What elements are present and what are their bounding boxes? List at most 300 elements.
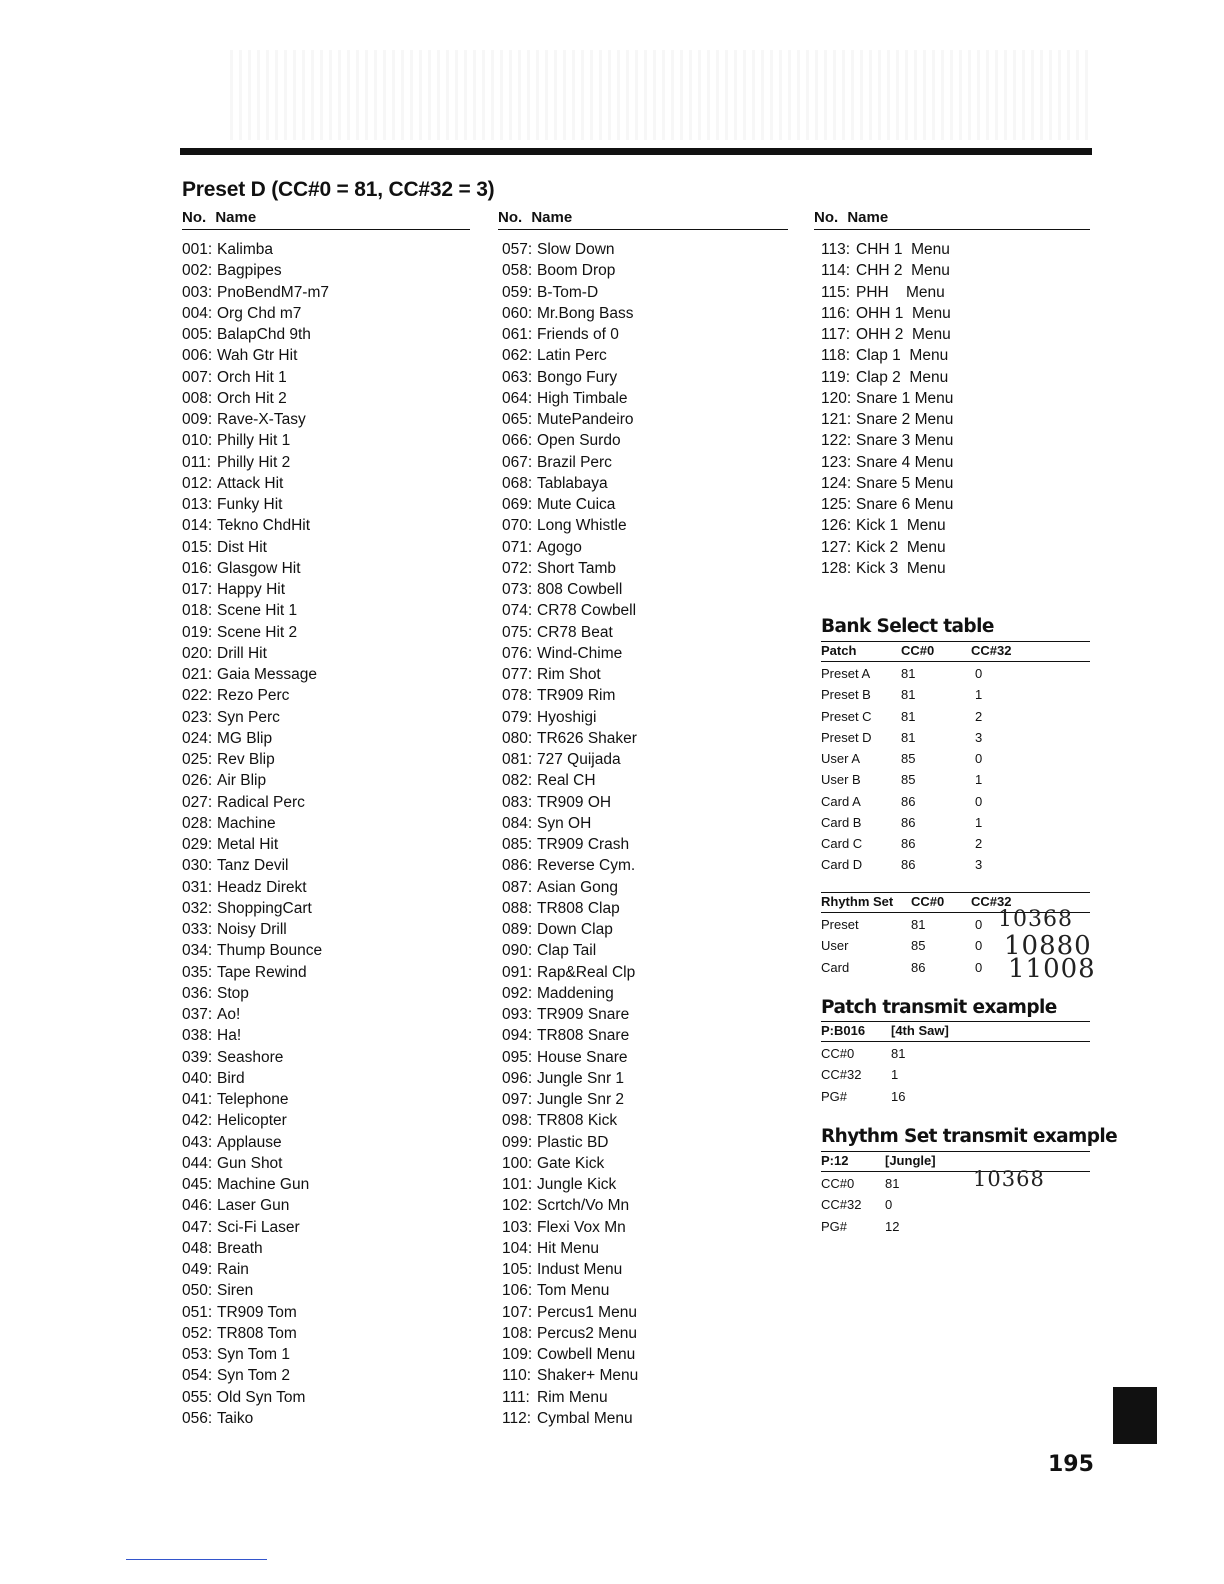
- preset-number: 110:: [502, 1367, 532, 1385]
- list-item: [182, 1174, 329, 1195]
- list-item: [502, 494, 638, 515]
- table-cell: 2: [975, 708, 983, 724]
- list-item: [502, 983, 638, 1004]
- table-cell: 86: [901, 793, 916, 809]
- preset-number: 097:: [502, 1091, 533, 1108]
- preset-name: Snare 6 Menu: [856, 496, 954, 513]
- preset-number: 128:: [821, 559, 852, 577]
- preset-number: 065:: [502, 411, 533, 428]
- preset-name: Orch Hit 2: [217, 389, 287, 407]
- preset-number: 117:: [821, 326, 851, 343]
- preset-number: 017:: [182, 581, 213, 598]
- preset-name: Noisy Drill: [217, 921, 287, 938]
- preset-number: 030:: [182, 857, 213, 875]
- preset-number: 121:: [821, 411, 852, 428]
- list-item: [182, 664, 329, 685]
- list-item: [182, 1217, 329, 1238]
- list-item: [182, 282, 329, 303]
- preset-name: Ao!: [217, 1006, 241, 1023]
- preset-name: Clap Tail: [537, 942, 597, 960]
- list-item: [502, 728, 638, 749]
- preset-number: 021:: [182, 666, 213, 683]
- list-item: [502, 792, 638, 813]
- preset-name: Snare 2 Menu: [856, 411, 954, 428]
- preset-number: 076:: [502, 644, 533, 662]
- list-item: [502, 770, 638, 791]
- preset-number: 031:: [182, 878, 213, 896]
- preset-number: 052:: [182, 1324, 213, 1342]
- table-cell: 85: [901, 751, 916, 766]
- list-item: [502, 1089, 638, 1110]
- table-cell: 81: [891, 1046, 906, 1061]
- list-item: [502, 834, 638, 855]
- header-cc32: CC#32: [971, 643, 1012, 658]
- preset-number: 091:: [502, 963, 533, 981]
- preset-name: Org Chd m7: [217, 304, 302, 322]
- preset-number: 123:: [821, 453, 852, 471]
- list-item: [502, 1110, 638, 1131]
- list-item: [182, 1387, 329, 1408]
- preset-number: 053:: [182, 1346, 213, 1363]
- preset-number: 125:: [821, 496, 852, 513]
- handwritten-note: 10368: [998, 907, 1073, 932]
- preset-name: Percus1 Menu: [537, 1303, 637, 1321]
- preset-number: 120:: [821, 389, 852, 407]
- preset-name: House Snare: [537, 1048, 628, 1066]
- preset-name: Scene Hit 1: [217, 602, 298, 620]
- table-cell: 3: [975, 729, 983, 745]
- table-row: [821, 1216, 1090, 1237]
- preset-name: Syn Tom 1: [217, 1346, 290, 1363]
- table-row: [821, 684, 1090, 705]
- list-item: [182, 1132, 329, 1153]
- preset-name: CR78 Beat: [537, 623, 613, 641]
- preset-number: 100:: [502, 1154, 533, 1172]
- list-item: [502, 749, 638, 770]
- preset-number: 016:: [182, 559, 213, 577]
- table-cell: 85: [911, 938, 926, 954]
- list-item: [821, 430, 953, 451]
- preset-number: 092:: [502, 984, 533, 1002]
- preset-number: 055:: [182, 1388, 213, 1406]
- preset-name: Shaker+ Menu: [537, 1367, 639, 1385]
- bank-select-table: [821, 641, 1090, 876]
- preset-number: 025:: [182, 751, 213, 768]
- preset-number: 042:: [182, 1112, 213, 1130]
- list-item: [182, 409, 329, 430]
- preset-name: Reverse Cym.: [537, 857, 636, 875]
- table-cell: 86: [901, 836, 916, 851]
- list-item: [502, 537, 638, 558]
- preset-number: 093:: [502, 1006, 533, 1023]
- preset-name: Rain: [217, 1261, 249, 1278]
- handwritten-note: 10880: [1004, 931, 1092, 961]
- table-cell: Preset D: [821, 729, 872, 745]
- table-cell: 0: [975, 938, 983, 954]
- preset-number: 081:: [502, 751, 533, 768]
- preset-name: Air Blip: [217, 772, 267, 790]
- preset-number: 070:: [502, 517, 533, 535]
- list-item: [502, 367, 638, 388]
- preset-name: Happy Hit: [217, 581, 286, 598]
- preset-name: Bird: [217, 1069, 245, 1087]
- preset-name: Percus2 Menu: [537, 1324, 637, 1342]
- preset-name: TR808 Snare: [537, 1027, 630, 1045]
- preset-number: 015:: [182, 538, 213, 556]
- patch-example-title: Patch transmit example: [821, 997, 1057, 1018]
- preset-name: 808 Cowbell: [537, 581, 623, 598]
- preset-name: Tablabaya: [537, 474, 608, 492]
- preset-number: 047:: [182, 1218, 213, 1236]
- preset-number: 127:: [821, 538, 852, 556]
- list-item: [182, 1280, 329, 1301]
- preset-name: Plastic BD: [537, 1133, 609, 1151]
- header-cc0: CC#0: [911, 894, 945, 909]
- table-cell: 86: [901, 857, 916, 873]
- preset-number: 006:: [182, 347, 213, 365]
- list-item: [182, 728, 329, 749]
- preset-name: Clap 2 Menu: [856, 368, 949, 386]
- preset-name: Rim Menu: [537, 1388, 608, 1406]
- column-header-2: [498, 209, 788, 230]
- preset-number: 009:: [182, 411, 213, 428]
- preset-name: Rev Blip: [217, 751, 275, 768]
- preset-name: Snare 1 Menu: [856, 389, 954, 407]
- preset-number: 023:: [182, 708, 213, 726]
- preset-name: Syn OH: [537, 814, 592, 832]
- preset-name: CHH 1 Menu: [856, 241, 950, 258]
- preset-number: 032:: [182, 899, 213, 917]
- preset-name: TR909 Tom: [217, 1303, 297, 1321]
- preset-name: Long Whistle: [537, 517, 627, 535]
- preset-name: Cowbell Menu: [537, 1346, 636, 1363]
- preset-name: TR808 Tom: [217, 1324, 297, 1342]
- preset-name: Bongo Fury: [537, 368, 618, 386]
- list-item: [182, 1110, 329, 1131]
- preset-number: 037:: [182, 1006, 213, 1023]
- preset-name: Tom Menu: [537, 1282, 610, 1300]
- preset-number: 094:: [502, 1027, 533, 1045]
- preset-name: Rezo Perc: [217, 687, 290, 705]
- preset-number: 126:: [821, 517, 852, 535]
- preset-number: 115:: [821, 283, 851, 301]
- list-item: [821, 324, 953, 345]
- preset-number: 071:: [502, 538, 533, 556]
- table-cell: 0: [975, 959, 983, 975]
- list-item: [821, 452, 953, 473]
- table-cell: 0: [975, 917, 983, 932]
- preset-number: 059:: [502, 283, 533, 301]
- table-cell: 0: [975, 793, 983, 809]
- list-item: [502, 1068, 638, 1089]
- list-item: [182, 898, 329, 919]
- list-item: [502, 919, 638, 940]
- preset-name: Radical Perc: [217, 793, 305, 811]
- preset-number: 102:: [502, 1197, 533, 1215]
- table-cell: PG#: [821, 1218, 848, 1234]
- preset-number: 010:: [182, 432, 213, 450]
- preset-name: PHH Menu: [856, 283, 945, 301]
- table-cell: 81: [901, 666, 916, 681]
- list-item: [502, 1387, 638, 1408]
- preset-name: Sci-Fi Laser: [217, 1218, 300, 1236]
- preset-name: Stop: [217, 984, 249, 1002]
- preset-name: Bagpipes: [217, 262, 282, 280]
- preset-number: 114:: [821, 262, 851, 280]
- list-item: [182, 303, 329, 324]
- list-item: [182, 430, 329, 451]
- preset-name: Maddening: [537, 984, 614, 1002]
- preset-number: 067:: [502, 453, 533, 471]
- preset-number: 060:: [502, 304, 533, 322]
- preset-number: 096:: [502, 1069, 533, 1087]
- table-cell: CC#32: [821, 1197, 862, 1213]
- preset-list-column-3: [821, 239, 953, 579]
- preset-number: 099:: [502, 1133, 533, 1151]
- preset-name: Old Syn Tom: [217, 1388, 306, 1406]
- preset-number: 048:: [182, 1239, 213, 1257]
- list-item: [502, 1174, 638, 1195]
- list-item: [182, 515, 329, 536]
- preset-name: Rap&Real Clp: [537, 963, 636, 981]
- list-item: [502, 282, 638, 303]
- preset-number: 018:: [182, 602, 213, 620]
- preset-name: Clap 1 Menu: [856, 347, 949, 365]
- list-item: [821, 494, 953, 515]
- list-item: [821, 367, 953, 388]
- list-item: [182, 983, 329, 1004]
- header-rhythm-set: Rhythm Set: [821, 894, 894, 909]
- preset-number: 066:: [502, 432, 533, 450]
- preset-number: 103:: [502, 1218, 533, 1236]
- preset-number: 084:: [502, 814, 533, 832]
- preset-number: 078:: [502, 687, 533, 705]
- preset-number: 011:: [182, 453, 212, 471]
- list-item: [182, 1259, 329, 1280]
- preset-number: 116:: [821, 304, 851, 322]
- preset-number: 029:: [182, 836, 213, 853]
- header-name: Name: [847, 209, 889, 226]
- preset-name: Taiko: [217, 1409, 254, 1427]
- list-item: [182, 792, 329, 813]
- preset-number: 095:: [502, 1048, 533, 1066]
- table-cell: 81: [901, 708, 916, 724]
- preset-name: Asian Gong: [537, 878, 618, 896]
- table-cell: CC#0: [821, 1176, 855, 1191]
- preset-name: MG Blip: [217, 729, 273, 747]
- preset-name: Tanz Devil: [217, 857, 289, 875]
- preset-name: Flexi Vox Mn: [537, 1218, 626, 1236]
- list-item: [502, 1365, 638, 1386]
- list-item: [502, 1217, 638, 1238]
- preset-number: 073:: [502, 581, 533, 598]
- top-rule: [180, 148, 1092, 155]
- list-item: [502, 1323, 638, 1344]
- list-item: [502, 515, 638, 536]
- preset-number: 069:: [502, 496, 533, 513]
- table-cell: Card B: [821, 814, 862, 830]
- preset-number: 098:: [502, 1112, 533, 1130]
- preset-number: 039:: [182, 1048, 213, 1066]
- preset-name: ShoppingCart: [217, 899, 312, 917]
- preset-name: Breath: [217, 1239, 263, 1257]
- preset-name: OHH 2 Menu: [856, 326, 951, 343]
- list-item: [502, 345, 638, 366]
- preset-number: 005:: [182, 326, 213, 343]
- preset-number: 086:: [502, 857, 533, 875]
- list-item: [182, 685, 329, 706]
- list-item: [182, 1344, 329, 1365]
- rhythm-name: [Jungle]: [885, 1153, 936, 1168]
- table-cell: 0: [975, 666, 983, 681]
- preset-name: BalapChd 9th: [217, 326, 311, 343]
- preset-number: 089:: [502, 921, 533, 938]
- preset-number: 105:: [502, 1261, 533, 1278]
- table-cell: User: [821, 938, 849, 954]
- list-item: [502, 388, 638, 409]
- preset-name: Orch Hit 1: [217, 368, 287, 386]
- preset-name: Snare 5 Menu: [856, 474, 954, 492]
- preset-name: Gate Kick: [537, 1154, 605, 1172]
- preset-name: Jungle Kick: [537, 1176, 617, 1193]
- table-cell: 81: [901, 729, 916, 745]
- list-item: [821, 558, 953, 579]
- preset-number: 002:: [182, 262, 213, 280]
- preset-name: Cymbal Menu: [537, 1409, 633, 1427]
- list-item: [182, 1365, 329, 1386]
- list-item: [502, 813, 638, 834]
- table-cell: 81: [885, 1176, 900, 1191]
- rhythm-example-title: Rhythm Set transmit example: [821, 1126, 1118, 1147]
- preset-name: Thump Bounce: [217, 942, 323, 960]
- list-item: [502, 452, 638, 473]
- table-cell: PG#: [821, 1088, 848, 1104]
- table-row: [821, 1194, 1090, 1215]
- preset-name: Indust Menu: [537, 1261, 623, 1278]
- preset-number: 003:: [182, 283, 213, 301]
- list-item: [502, 473, 638, 494]
- preset-name: Glasgow Hit: [217, 559, 301, 577]
- preset-number: 034:: [182, 942, 213, 960]
- list-item: [182, 643, 329, 664]
- preset-number: 062:: [502, 347, 533, 365]
- preset-number: 027:: [182, 793, 213, 811]
- preset-number: 054:: [182, 1367, 213, 1385]
- preset-number: 035:: [182, 963, 213, 981]
- list-item: [821, 473, 953, 494]
- list-item: [182, 940, 329, 961]
- preset-number: 072:: [502, 559, 533, 577]
- preset-number: 014:: [182, 517, 213, 535]
- rhythm-id: P:12: [821, 1153, 849, 1168]
- header-no: No.: [814, 209, 839, 226]
- list-item: [502, 303, 638, 324]
- table-cell: 86: [901, 814, 916, 830]
- list-item: [502, 855, 638, 876]
- rhythm-example-header: [821, 1151, 1090, 1172]
- list-item: [502, 260, 638, 281]
- list-item: [502, 664, 638, 685]
- preset-name: Kick 1 Menu: [856, 517, 946, 535]
- preset-name: Syn Tom 2: [217, 1367, 290, 1385]
- list-item: [182, 749, 329, 770]
- list-item: [502, 622, 638, 643]
- preset-number: 038:: [182, 1027, 213, 1045]
- list-item: [182, 834, 329, 855]
- list-item: [502, 1259, 638, 1280]
- table-row: [821, 854, 1090, 875]
- table-row: [821, 727, 1090, 748]
- preset-number: 111:: [502, 1388, 530, 1406]
- preset-name: Telephone: [217, 1091, 289, 1108]
- preset-number: 079:: [502, 708, 533, 726]
- preset-number: 101:: [502, 1176, 533, 1193]
- column-header-3: [814, 209, 1090, 230]
- list-item: [502, 1280, 638, 1301]
- preset-number: 022:: [182, 687, 213, 705]
- table-row: [821, 1064, 1090, 1085]
- table-cell: 86: [911, 959, 926, 975]
- list-item: [502, 1344, 638, 1365]
- preset-name: Latin Perc: [537, 347, 607, 365]
- preset-name: CR78 Cowbell: [537, 602, 637, 620]
- preset-name: 727 Quijada: [537, 751, 621, 768]
- preset-name: Rave-X-Tasy: [217, 411, 306, 428]
- header-name: Name: [215, 209, 257, 226]
- preset-number: 074:: [502, 602, 533, 620]
- table-row: [821, 1086, 1090, 1107]
- list-item: [182, 813, 329, 834]
- list-item: [182, 1047, 329, 1068]
- list-item: [821, 303, 953, 324]
- table-cell: 1: [975, 687, 983, 703]
- patch-example-table: [821, 1021, 1090, 1107]
- header-no: No.: [182, 209, 207, 226]
- preset-name: Boom Drop: [537, 262, 616, 280]
- list-item: [502, 1004, 638, 1025]
- list-item: [821, 345, 953, 366]
- table-cell: 1: [975, 772, 983, 788]
- preset-number: 019:: [182, 623, 213, 641]
- preset-number: 090:: [502, 942, 533, 960]
- patch-id: P:B016: [821, 1023, 866, 1038]
- preset-name: Hyoshigi: [537, 708, 597, 726]
- preset-name: MutePandeiro: [537, 411, 634, 428]
- bank-select-header: [821, 641, 1090, 662]
- table-row: [821, 833, 1090, 854]
- list-item: [182, 1408, 329, 1429]
- list-item: [182, 473, 329, 494]
- list-item: [502, 600, 638, 621]
- handwritten-note: 11008: [1008, 954, 1096, 984]
- preset-number: 113:: [821, 241, 851, 258]
- preset-name: Mr.Bong Bass: [537, 304, 634, 322]
- section-tab-marker: [1113, 1387, 1157, 1444]
- preset-name: Down Clap: [537, 921, 613, 938]
- preset-number: 118:: [821, 347, 851, 365]
- list-item: [182, 1323, 329, 1344]
- preset-number: 028:: [182, 814, 213, 832]
- list-item: [821, 388, 953, 409]
- footer-line: [126, 1559, 267, 1560]
- preset-name: Machine: [217, 814, 276, 832]
- preset-name: Gaia Message: [217, 666, 317, 683]
- preset-number: 041:: [182, 1091, 213, 1108]
- preset-number: 033:: [182, 921, 213, 938]
- table-cell: Preset C: [821, 708, 872, 724]
- preset-name: Ha!: [217, 1027, 242, 1045]
- preset-name: Laser Gun: [217, 1197, 290, 1215]
